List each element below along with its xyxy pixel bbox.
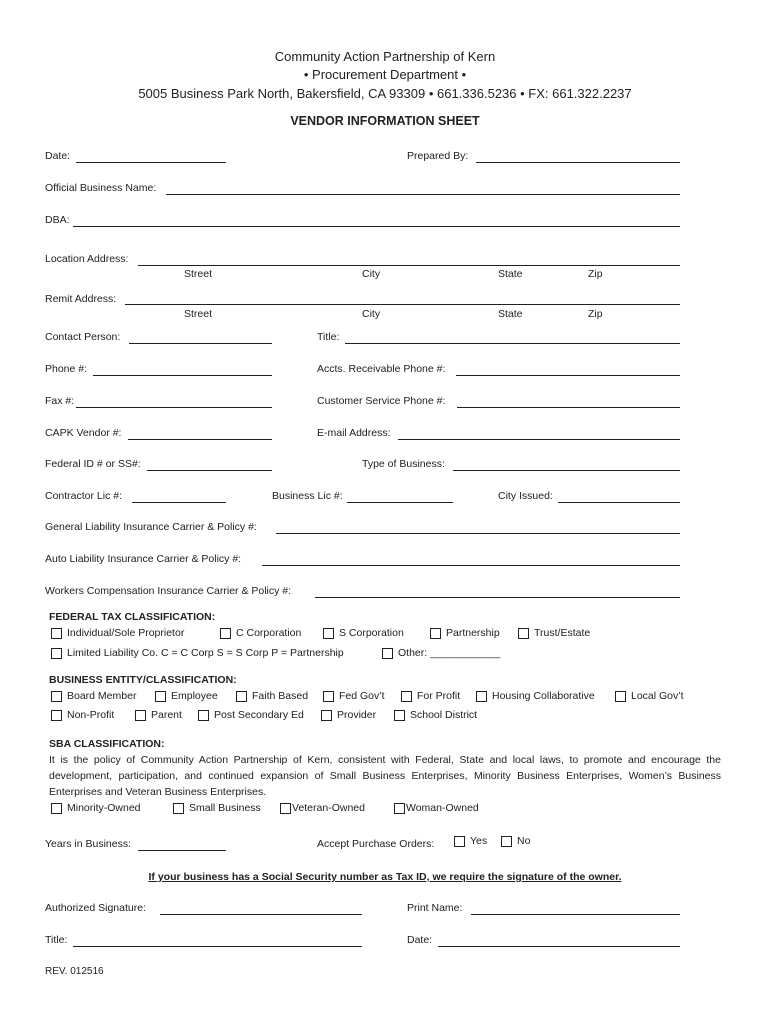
checkbox-icon[interactable] [518,628,529,639]
location-street-label: Street [184,268,213,280]
auto-insurance-label: Auto Liability Insurance Carrier & Policy #: [45,553,242,565]
contractor-lic-field[interactable] [132,502,226,503]
wc-insurance-field[interactable] [315,597,680,598]
authorized-signature-field[interactable] [160,914,362,915]
remit-address-field[interactable] [125,304,680,305]
tax-trust-option[interactable]: Trust/Estate [518,627,590,639]
remit-state-label: State [498,308,523,320]
signature-title-field[interactable] [73,946,362,947]
checkbox-icon[interactable] [220,628,231,639]
po-no-option[interactable]: No [501,835,530,847]
remit-zip-label: Zip [588,308,603,320]
sba-veteran-option[interactable]: Veteran-Owned [280,802,365,814]
org-name: Community Action Partnership of Kern [274,49,496,64]
checkbox-icon[interactable] [51,648,62,659]
email-label: E-mail Address: [317,427,391,439]
entity-for-profit-option[interactable]: For Profit [401,690,460,702]
checkbox-icon[interactable] [615,691,626,702]
entity-parent-option[interactable]: Parent [135,709,182,721]
federal-tax-heading: FEDERAL TAX CLASSIFICATION: [49,611,216,623]
print-name-field[interactable] [471,914,680,915]
location-city-label: City [362,268,381,280]
checkbox-icon[interactable] [430,628,441,639]
entity-faith-based-option[interactable]: Faith Based [236,690,308,702]
entity-housing-collab-option[interactable]: Housing Collaborative [476,690,595,702]
date-label: Date: [45,150,71,162]
sba-woman-option[interactable]: Woman-Owned [394,802,479,814]
checkbox-icon[interactable] [236,691,247,702]
capk-vendor-label: CAPK Vendor #: [45,427,122,439]
entity-provider-option[interactable]: Provider [321,709,376,721]
signature-title-label: Title: [45,934,68,946]
remit-street-label: Street [184,308,213,320]
sba-policy-text: It is the policy of Community Action Partnership of Kern, consistent with Federal, State and local laws, to promote and encourage the development, participation, and continued expansion of Small Business Enterprises, Minority Business Enterprises, Women’s Business Enterprises and Veteran Business Enterprises. [49,754,721,798]
auto-insurance-field[interactable] [262,565,680,566]
entity-school-district-option[interactable]: School District [394,709,477,721]
org-address: 5005 Business Park North, Bakersfield, CA 93309 • 661.336.5236 • FX: 661.322.2237 [138,86,632,101]
years-in-business-label: Years in Business: [45,838,131,850]
checkbox-icon[interactable] [401,691,412,702]
authorized-signature-label: Authorized Signature: [45,902,146,914]
department-name: • Procurement Department • [303,67,467,82]
gl-insurance-label: General Liability Insurance Carrier & Policy #: [45,521,257,533]
years-in-business-field[interactable] [138,850,226,851]
checkbox-icon[interactable] [394,710,405,721]
ssn-signature-notice: If your business has a Social Security number as Tax ID, we require the signature of the owner. [148,871,622,883]
prepared-by-field[interactable] [476,162,680,163]
signature-date-field[interactable] [438,946,680,947]
tax-other-option[interactable]: Other: ____________ [382,647,500,659]
checkbox-icon[interactable] [51,628,62,639]
checkbox-icon[interactable] [454,836,465,847]
email-field[interactable] [398,439,680,440]
city-issued-label: City Issued: [498,490,553,502]
sba-heading: SBA CLASSIFICATION: [49,738,165,750]
fax-label: Fax #: [45,395,75,407]
fax-field[interactable] [76,407,272,408]
checkbox-icon[interactable] [321,710,332,721]
sba-minority-option[interactable]: Minority-Owned [51,802,141,814]
print-name-label: Print Name: [407,902,463,914]
capk-vendor-field[interactable] [128,439,272,440]
dba-label: DBA: [45,214,70,226]
dba-field[interactable] [73,226,680,227]
entity-board-member-option[interactable]: Board Member [51,690,136,702]
sba-small-business-option[interactable]: Small Business [173,802,261,814]
federal-id-field[interactable] [147,470,272,471]
city-issued-field[interactable] [558,502,680,503]
official-name-field[interactable] [166,194,680,195]
ar-phone-field[interactable] [456,375,680,376]
contractor-lic-label: Contractor Lic #: [45,490,123,502]
entity-fed-gov-option[interactable]: Fed Gov’t [323,690,385,702]
po-yes-option[interactable]: Yes [454,835,487,847]
checkbox-icon[interactable] [173,803,184,814]
title-label: Title: [317,331,340,343]
type-of-business-label: Type of Business: [362,458,445,470]
remit-city-label: City [362,308,381,320]
checkbox-icon[interactable] [135,710,146,721]
checkbox-icon[interactable] [51,803,62,814]
checkbox-icon[interactable] [51,691,62,702]
page-title: VENDOR INFORMATION SHEET [290,114,480,128]
date-field[interactable] [76,162,226,163]
business-lic-label: Business Lic #: [272,490,343,502]
remit-address-label: Remit Address: [45,293,117,305]
prepared-by-label: Prepared By: [407,150,469,162]
location-address-field[interactable] [138,265,680,266]
checkbox-icon[interactable] [51,710,62,721]
location-address-label: Location Address: [45,253,129,265]
checkbox-icon[interactable] [155,691,166,702]
gl-insurance-field[interactable] [276,533,680,534]
wc-insurance-label: Workers Compensation Insurance Carrier & Policy #: [45,585,292,597]
checkbox-icon[interactable] [280,803,291,814]
revision-label: REV. 012516 [45,966,104,977]
type-of-business-field[interactable] [453,470,680,471]
checkbox-icon[interactable] [382,648,393,659]
accept-po-label: Accept Purchase Orders: [317,838,435,850]
phone-field[interactable] [93,375,272,376]
entity-post-secondary-option[interactable]: Post Secondary Ed [198,709,304,721]
cs-phone-field[interactable] [457,407,680,408]
official-name-label: Official Business Name: [45,182,157,194]
tax-llc-option[interactable]: Limited Liability Co. C = C Corp S = S Corp P = Partnership [51,647,344,659]
ar-phone-label: Accts. Receivable Phone #: [317,363,446,375]
signature-date-label: Date: [407,934,433,946]
location-state-label: State [498,268,523,280]
contact-person-label: Contact Person: [45,331,121,343]
entity-non-profit-option[interactable]: Non-Profit [51,709,114,721]
business-lic-field[interactable] [347,502,453,503]
tax-partnership-option[interactable]: Partnership [430,627,500,639]
tax-c-corp-option[interactable]: C Corporation [220,627,301,639]
tax-s-corp-option[interactable]: S Corporation [323,627,404,639]
checkbox-icon[interactable] [476,691,487,702]
contact-person-field[interactable] [129,343,272,344]
business-entity-heading: BUSINESS ENTITY/CLASSIFICATION: [49,674,237,686]
checkbox-icon[interactable] [198,710,209,721]
tax-individual-option[interactable]: Individual/Sole Proprietor [51,627,184,639]
cs-phone-label: Customer Service Phone #: [317,395,446,407]
checkbox-icon[interactable] [394,803,405,814]
title-field[interactable] [345,343,680,344]
entity-employee-option[interactable]: Employee [155,690,218,702]
location-zip-label: Zip [588,268,603,280]
federal-id-label: Federal ID # or SS#: [45,458,141,470]
checkbox-icon[interactable] [501,836,512,847]
phone-label: Phone #: [45,363,88,375]
entity-local-gov-option[interactable]: Local Gov’t [615,690,684,702]
checkbox-icon[interactable] [323,691,334,702]
checkbox-icon[interactable] [323,628,334,639]
